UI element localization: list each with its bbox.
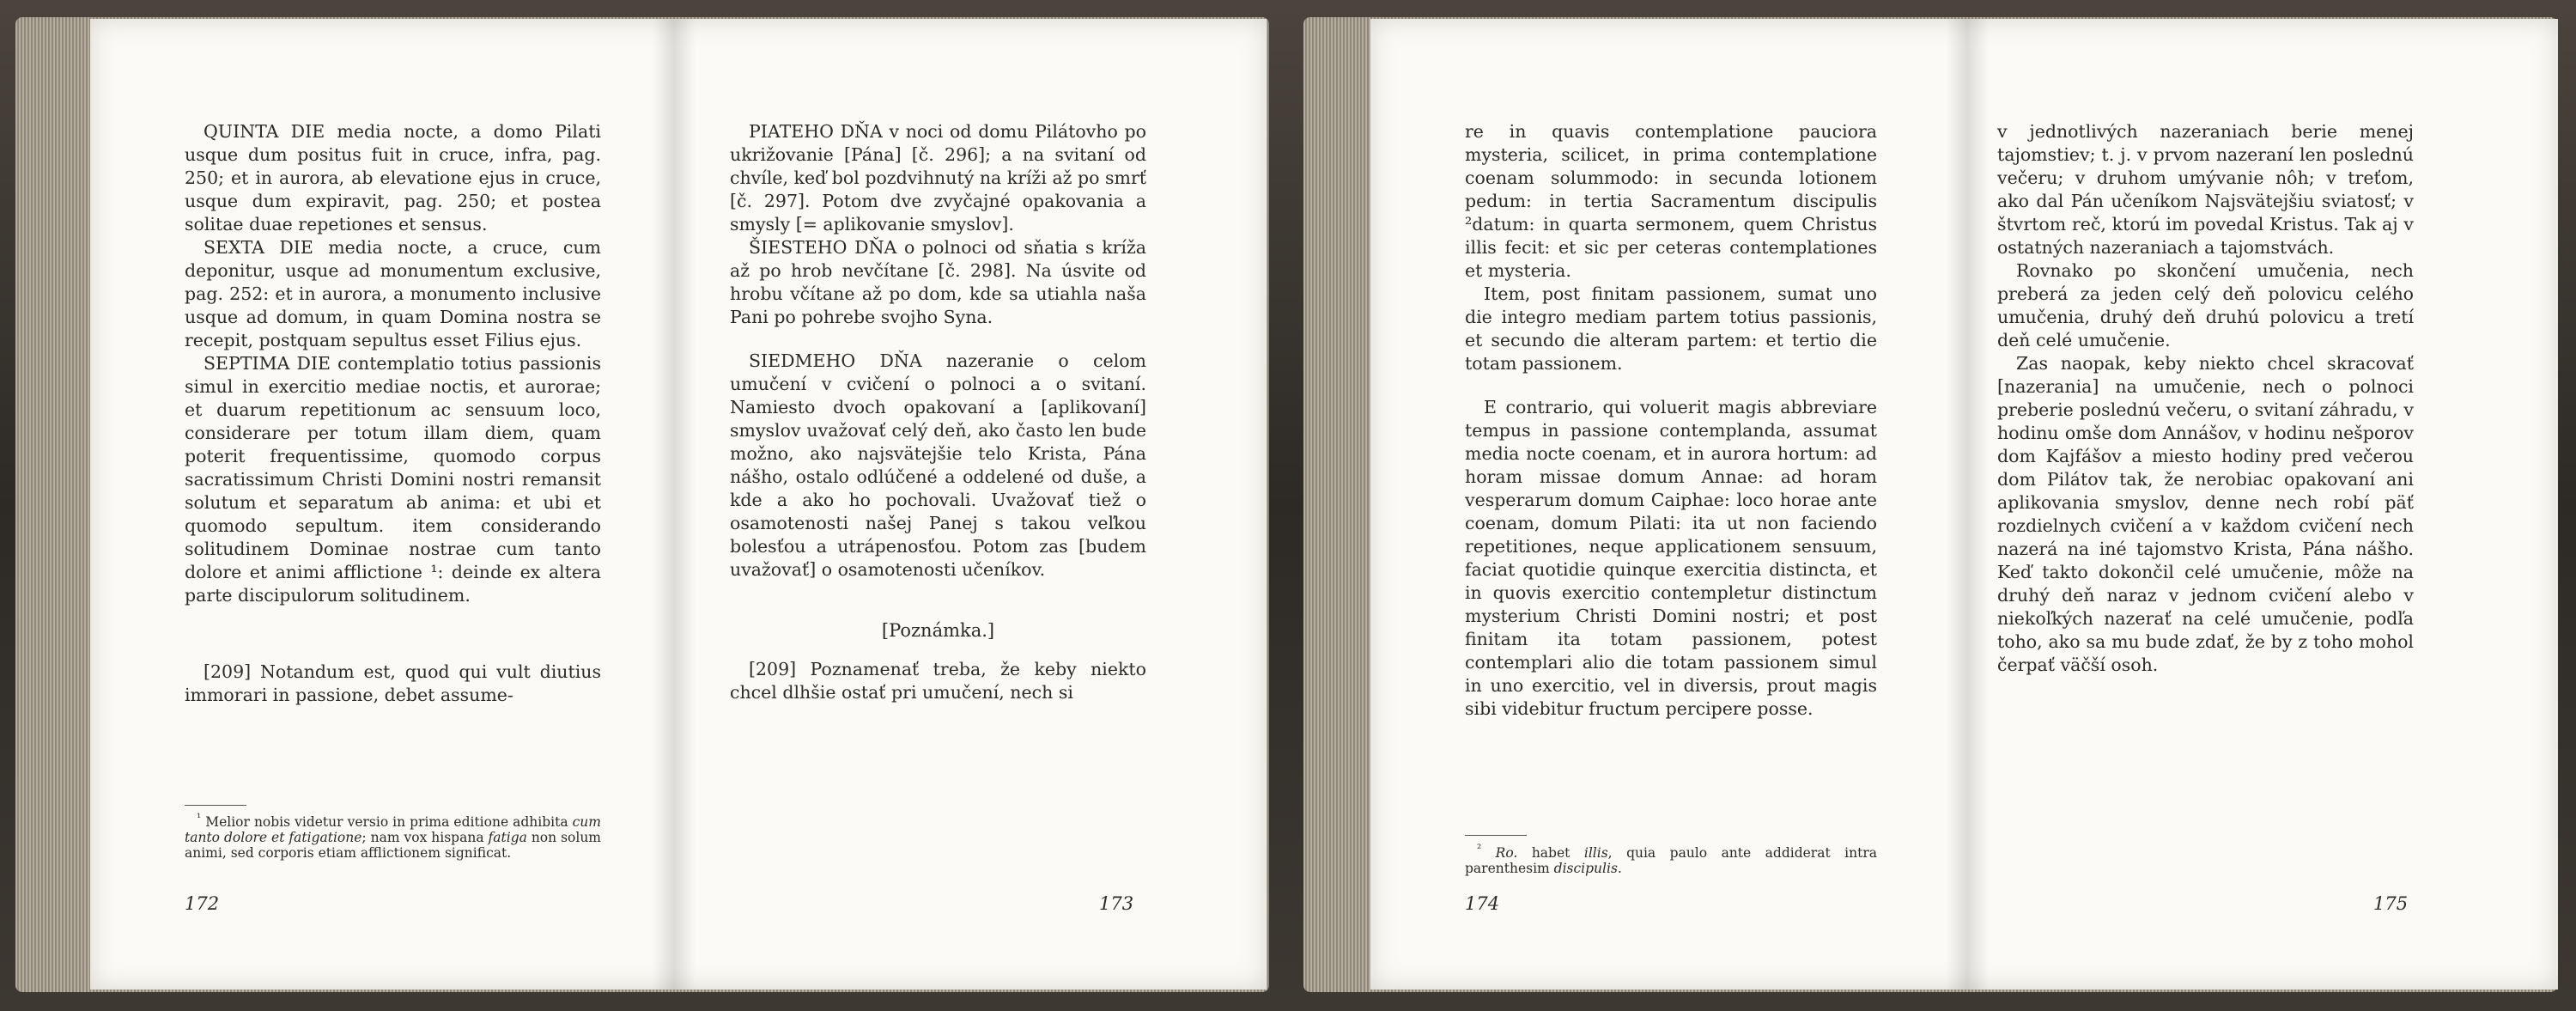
gutter-shadow (1946, 19, 1989, 990)
paragraph: SIEDMEHO DŇA nazeranie o celom umučení v cvičení o polnoci a o svitaní. Namiesto dvoch opakovaní a [aplikovaní] smyslov uvažovať celý deň, ako často len bude možno, ako najsvätejšie telo Krista, Pána nášho, ostalo odlúčené a oddelené od duše, a kde a ako ho pochovali. Uvažovať tiež o osamotenosti našej Panej s takou veľkou bolesťou a utrápenosťou. Potom zas [budem uvažovať] o osamotenosti učeníkov. (730, 350, 1146, 580)
footnote-174: $^{^2}$ Ro. habet illis, quia paulo ante addiderat intra parenthesim discipulis. (1465, 843, 1877, 877)
footnote-172: $^{^1}$ Melior nobis videtur versio in prima editione adhibita cum tanto dolore et fatigatione; nam vox hispana fatiga non solum animi, sed corporis etiam afflictionem significat. (185, 812, 602, 862)
paragraph: SEPTIMA DIE contemplatio totius passionis simul in exercitio mediae noctis, et aurorae; et duarum repetitionum ac sensuum loco, considerare per totum illam diem, quam poterit frequentissime, quomodo corpus sacratissimum Christi Domini nostri remansit solutum et separatum ab anima: et ubi et quomodo sepultum. item considerando solitudinem Dominae nostrae cum tanto dolore et animi afflictione ¹: deinde ex altera parte discipulorum solitudinem. (185, 353, 601, 606)
paragraph: SEXTA DIE media nocte, a cruce, cum deponitur, usque ad monumentum exclusive, pag. 252: et in aurora, a monumento inclusive usque ad domum, in quam Domina nostra se recepit, postquam sepultus esset Filius ejus. (185, 237, 601, 350)
paragraph: Rovnako po skončení umučenia, nech preberá za jeden celý deň polovicu celého umučenia, druhý deň druhú polovicu a tretí deň celé umučenie. (1997, 260, 2414, 350)
footnote-rule (1465, 835, 1527, 836)
paragraph: QUINTA DIE media nocte, a domo Pilati usque dum positus fuit in cruce, infra, pag. 250; et in aurora, ab elevatione ejus in cruce, usque dum expiravit, pag. 250; et postea solitae duae repetiones et sensus. (185, 121, 601, 234)
section-heading: [Poznámka.] (881, 620, 995, 641)
paragraph: PIATEHO DŇA v noci od domu Pilátovho po ukrižovanie [Pána] [č. 296]; a na svitaní od chvíle, keď bol pozdvihnutý na kríži až po smrť [č. 297]. Potom dve zvyčajné opakovania a smysly [= aplikovanie smyslov]. (730, 121, 1146, 234)
paragraph: ŠIESTEHO DŇA o polnoci od sňatia s kríža až po hrob nevčítane [č. 298]. Na úsvite od hrobu včítane až po dom, kde sa utiahla naša Pani po pohrebe svojho Syna. (730, 237, 1146, 327)
gutter-shadow (653, 19, 696, 990)
page-sheet-left (90, 19, 1267, 990)
right-book-spread (1288, 0, 2576, 1011)
page-sheet-right (1370, 19, 2558, 990)
paragraph: re in quavis contemplatione pauciora mysteria, scilicet, in prima contemplatione coenam solummodo: in secunda lotionem pedum: in tertia Sacramentum discipulis ²datum: in quarta sermonem, quem Christus illis fecit: et sic per ceteras contemplationes et mysteria. (1465, 121, 1877, 281)
paragraph: [209] Poznamenať treba, že keby niekto chcel dlhšie ostať pri umučení, nech si (730, 659, 1146, 703)
paragraph: Item, post finitam passionem, sumat uno die integro mediam partem totius passionis, et secundo die alteram partem: et tertio die totam passionem. (1465, 283, 1877, 374)
page-number-175: 175 (2373, 893, 2409, 914)
page-175-text (1997, 120, 2414, 677)
page-174-text (1465, 120, 1877, 721)
page-number-174: 174 (1465, 893, 1500, 914)
page-number-172: 172 (185, 893, 220, 914)
page-number-173: 173 (1099, 893, 1134, 914)
footnote-rule (185, 805, 246, 806)
paragraph: [209] Notandum est, quod qui vult diutius immorari in passione, debet assume- (185, 661, 601, 705)
page-172-text (185, 120, 601, 707)
page-173-text (730, 120, 1146, 704)
paragraph: E contrario, qui voluerit magis abbreviare tempus in passione contemplanda, assumat media nocte coenam, et in aurora hortum: ad horam missae domum Annae: ad horam vesperarum domum Caiphae: loco horae ante coenam, domum Pilati: ita ut non faciendo repetitiones, neque applicationem sensuum, faciat quotidie quinque exercitia distincta, et in quovis exercitio contempletur distinctum mysterium Christi Domini nostri; et post finitam ita totam passionem, potest contemplari alio die totam passionem simul in uno exercitio, vel in diversis, prout magis sibi videbitur fructum percipere posse. (1465, 397, 1877, 719)
paragraph: v jednotlivých nazeraniach berie menej tajomstiev; t. j. v prvom nazeraní len poslednú večeru; v druhom umývanie nôh; v treťom, ako dal Pán učeníkom Najsvätejšiu sviatosť; v štvrtom reč, ktorú im povedal Kristus. Tak aj v ostatných nazeraniach a tajomstvách. (1997, 121, 2414, 258)
paragraph: Zas naopak, keby niekto chcel skracovať [nazerania] na umučenie, nech o polnoci preberie poslednú večeru, o svitaní záhradu, v hodinu omše dom Annášov, v hodinu nešporov dom Kajfášov a miesto hodiny pred večerou dom Pilátov tak, že nerobiac opakovaní ani aplikovania smyslov, denne nech robí päť rozdielnych cvičení a v každom cvičení nech nazerá na iné tajomstvo Krista, Pána nášho. Keď takto dokončil celé umučenie, môže na druhý deň naraz v jednom cvičení alebo v niekoľkých nazerať na celé umučenie, podľa toho, ako sa mu bude zdať, že by z toho mohol čerpať väčší osoh. (1997, 353, 2414, 675)
